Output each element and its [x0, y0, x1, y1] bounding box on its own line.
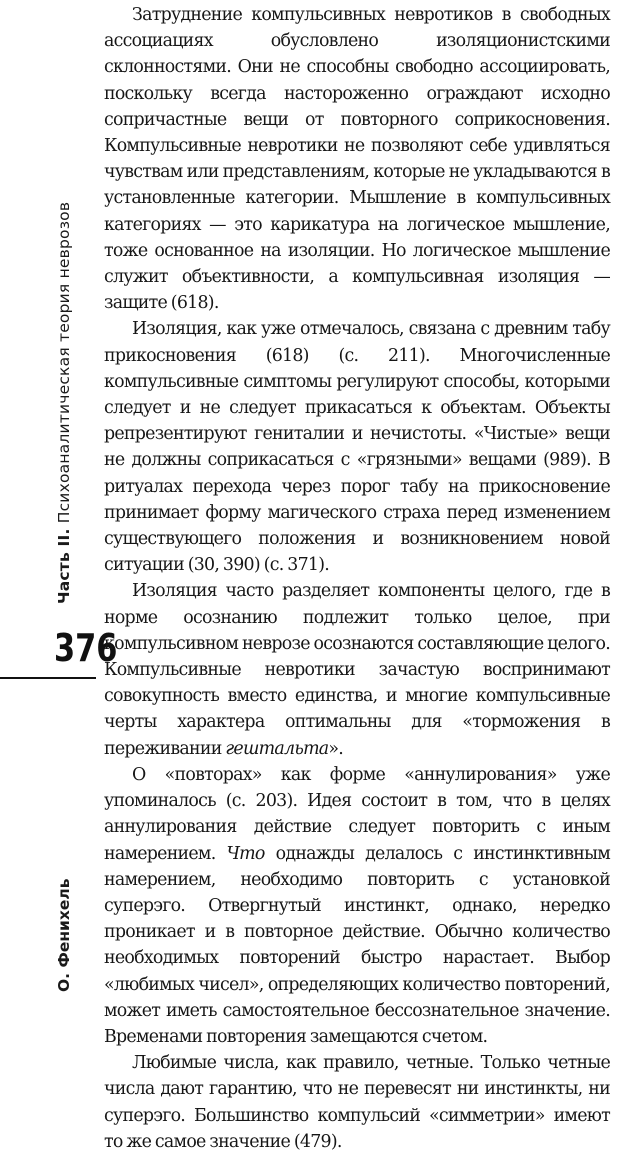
italic-term: гештальта: [225, 738, 329, 759]
running-head-part: Часть II.: [55, 528, 73, 604]
running-head-title: Психоаналитическая теория неврозов: [55, 201, 73, 524]
page-margin: [0, 0, 118, 995]
paragraph-text: Любимые числа, как правило, четные. Только четные числа дают гарантию, что не перевесят ни инстинкты, ни суперэго. Большинство компульсий «симметрии» имеют то же самое значение (479).: [104, 1053, 610, 1152]
paragraph: [104, 578, 610, 761]
page-number-rule: [0, 677, 96, 679]
paragraph-text: однажды делалось с инстинктивным намерением, необходимо повторить с установкой суперэго. Отвергнутый инстинкт, однако, нередко проникает и в повторное действие. Обычно количество необходимых повторений быстро нарастает. Выбор «любимых чисел», определяющих количество повторений, может иметь самостоятельное бессознательное значение. Временами повторения замещаются счетом.: [104, 843, 610, 1047]
paragraph: [104, 2, 610, 316]
paragraph: [104, 316, 610, 578]
paragraph-text: Изоляция часто разделяет компоненты целого, где в норме осознанию подлежит только целое, при компульсивном неврозе осознаются составляющие целого. Компульсивные невротики зачастую воспринимают совокупность вместо единства, и многие компульсивные черты характера оптимальны для «торможения в переживании: [104, 581, 610, 759]
running-head: [52, 196, 76, 604]
paragraph-text: О «повторах» как форме «аннулирования» уже упоминалось (с. 203). Идея состоит в том, что в целях аннулирования действие следует повторить с иным намерением.: [104, 764, 610, 864]
italic-term: Что: [226, 843, 265, 864]
page-number: 376: [54, 626, 118, 670]
paragraph-text: Изоляция, как уже отмечалось, связана с древним табу прикосновения (618) (с. 211). Многочисленные компульсивные симптомы регулируют способы, которыми следует и не следует прикасаться к объектам. Объекты репрезентируют гениталии и нечистоты. «Чистые» вещи не должны соприкасаться с «грязными» вещами (989). В ритуалах перехода через порог табу на прикосновение принимает форму магического страха перед изменением существующего положения и возникновением новой ситуации (30, 390) (с. 371).: [104, 319, 610, 576]
author-name: О. Фенихель: [55, 878, 73, 992]
paragraph: [104, 1050, 610, 1155]
paragraph-text: Затруднение компульсивных невротиков в свободных ассоциациях обусловлено изоляционистскими склонностями. Они не способны свободно ассоциировать, поскольку всегда настороженно ограждают исходно сопричастные вещи от повторного соприкосновения. Компульсивные невротики не позволяют себе удивляться чувствам или представлениям, которые не укладываются в установленные категории. Мышление в компульсивных категориях — это карикатура на логическое мышление, тоже основанное на изоляции. Но логическое мышление служит объективности, а компульсивная изоляция — защите (618).: [104, 5, 610, 314]
paragraph-text: ».: [328, 738, 344, 759]
paragraph: [104, 762, 610, 1050]
body-text: [104, 2, 610, 1155]
